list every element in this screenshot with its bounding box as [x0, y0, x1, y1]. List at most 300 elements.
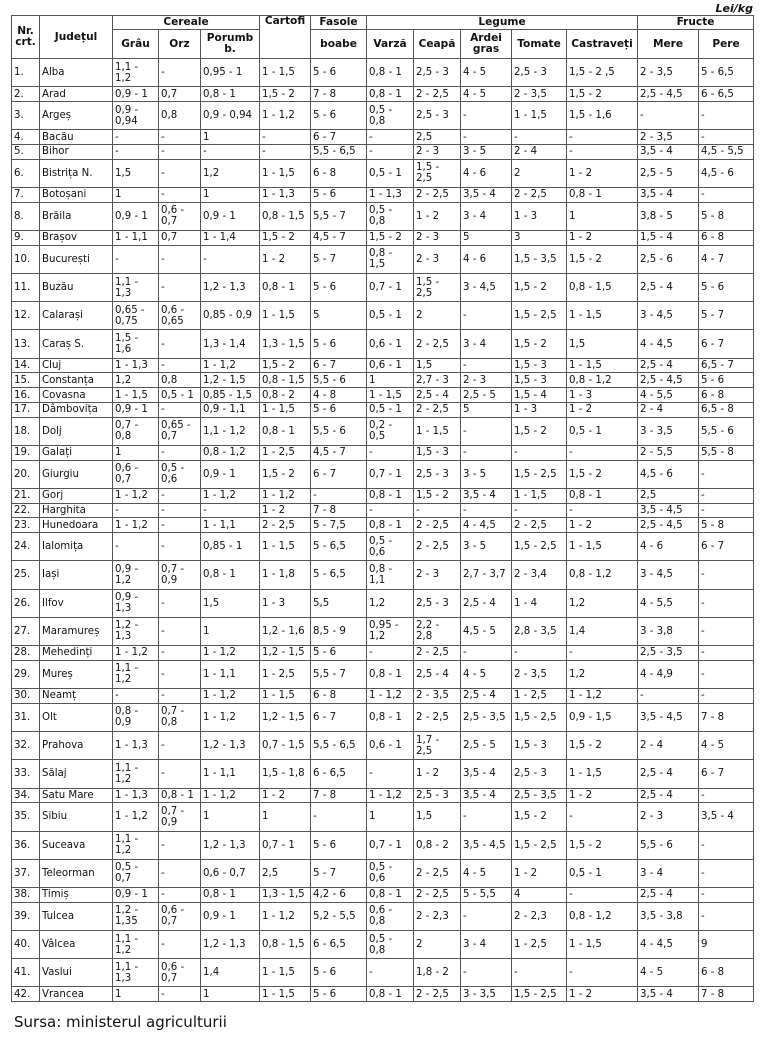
cell-porumb: -	[201, 503, 260, 518]
cell-orz: 0,7 - 0,9	[159, 561, 201, 589]
cell-orz: -	[159, 159, 201, 187]
cell-orz: 0,8	[159, 101, 201, 129]
cell-porumb: 0,9 - 1,1	[201, 402, 260, 417]
cell-mere: 4 - 4,5	[638, 330, 699, 358]
cell-tomate: 1 - 3	[512, 202, 567, 230]
cell-nr: 38.	[12, 888, 40, 903]
cell-mere: 3 - 4,5	[638, 302, 699, 330]
cell-fasole: 5,5	[311, 589, 367, 617]
cell-mere: 3 - 3,5	[638, 417, 699, 445]
cell-fasole: 6 - 7	[311, 460, 367, 488]
cell-ardei: 3,5 - 4	[461, 187, 512, 202]
cell-orz: -	[159, 245, 201, 273]
cell-pere: 7 - 8	[699, 703, 754, 731]
cell-pere: -	[699, 187, 754, 202]
cell-tomate: 2 - 2,3	[512, 902, 567, 930]
cell-ardei: 4 - 4,5	[461, 518, 512, 533]
cell-porumb: 0,8 - 1	[201, 87, 260, 102]
cell-mere: 3,5 - 4,5	[638, 703, 699, 731]
cell-fasole: 5 - 7	[311, 245, 367, 273]
cell-judet: Bihor	[40, 144, 113, 159]
cell-judet: Harghita	[40, 503, 113, 518]
cell-pere: 3,5 - 4	[699, 803, 754, 831]
cell-judet: Vâlcea	[40, 930, 113, 958]
cell-judet: Iași	[40, 561, 113, 589]
cell-tomate: 1,5 - 2	[512, 330, 567, 358]
cell-porumb: 1	[201, 617, 260, 645]
cell-fasole: 5,5 - 6,5	[311, 144, 367, 159]
cell-ardei: 3 - 4	[461, 930, 512, 958]
cell-nr: 22.	[12, 503, 40, 518]
header-porumb: Porumb b.	[201, 30, 260, 59]
cell-orz: -	[159, 831, 201, 859]
cell-nr: 30.	[12, 689, 40, 704]
cell-ceapa: 2,5 - 3	[414, 788, 461, 803]
cell-grau: 0,5 - 0,7	[113, 859, 159, 887]
header-mere: Mere	[638, 30, 699, 59]
cell-ceapa: 2 - 2,5	[414, 987, 461, 1002]
cell-nr: 10.	[12, 245, 40, 273]
cell-judet: Teleorman	[40, 859, 113, 887]
cell-fasole: 6 - 7	[311, 703, 367, 731]
cell-varza: 0,5 - 0,8	[367, 202, 414, 230]
cell-ceapa: 2 - 2,5	[414, 646, 461, 661]
cell-grau: 1,1 - 1,2	[113, 59, 159, 87]
header-varza: Varză	[367, 30, 414, 59]
cell-pere: -	[699, 617, 754, 645]
cell-ardei: 3 - 4	[461, 202, 512, 230]
cell-mere: 4 - 6	[638, 533, 699, 561]
cell-pere: -	[699, 888, 754, 903]
cell-fasole: 6 - 8	[311, 159, 367, 187]
cell-cartofi: 0,7 - 1	[260, 831, 311, 859]
header-ceapa: Ceapă	[414, 30, 461, 59]
table-row	[12, 732, 754, 760]
cell-ceapa: 2 - 3	[414, 230, 461, 245]
cell-pere: -	[699, 589, 754, 617]
cell-cartofi: 1 - 2,5	[260, 660, 311, 688]
cell-judet: Dâmbovița	[40, 402, 113, 417]
cell-ardei: 2,5 - 3,5	[461, 703, 512, 731]
cell-fasole: 8,5 - 9	[311, 617, 367, 645]
cell-ardei: 5 - 5,5	[461, 888, 512, 903]
cell-tomate: -	[512, 503, 567, 518]
unit-label: Lei/kg	[715, 2, 753, 15]
cell-orz: 0,6 - 0,7	[159, 959, 201, 987]
cell-nr: 34.	[12, 788, 40, 803]
cell-ardei: 3 - 5	[461, 144, 512, 159]
cell-orz: -	[159, 533, 201, 561]
cell-varza: 0,5 - 0,8	[367, 101, 414, 129]
cell-porumb: 0,85 - 1	[201, 533, 260, 561]
cell-ardei: 5	[461, 402, 512, 417]
cell-grau: 0,6 - 0,7	[113, 460, 159, 488]
cell-castraveti: 1,5	[567, 330, 638, 358]
cell-fasole: 5 - 6	[311, 959, 367, 987]
cell-fasole: 5 - 6,5	[311, 561, 367, 589]
cell-cartofi: 0,8 - 1	[260, 273, 311, 301]
cell-varza: 0,95 - 1,2	[367, 617, 414, 645]
cell-porumb: 0,9 - 1	[201, 902, 260, 930]
cell-castraveti: 1 - 1,2	[567, 689, 638, 704]
cell-cartofi: 1 - 1,5	[260, 689, 311, 704]
cell-ardei: 4 - 5	[461, 59, 512, 87]
header-castraveti: Castraveți	[567, 30, 638, 59]
cell-mere: 2 - 3	[638, 803, 699, 831]
cell-castraveti: 1	[567, 202, 638, 230]
cell-fasole: 6 - 7	[311, 130, 367, 145]
table-row	[12, 959, 754, 987]
table-row	[12, 760, 754, 788]
cell-ceapa: 1 - 2	[414, 760, 461, 788]
cell-mere: 2 - 5,5	[638, 445, 699, 460]
cell-tomate: 1,5 - 3	[512, 732, 567, 760]
cell-grau: 1,2 - 1,35	[113, 902, 159, 930]
cell-cartofi: 1,5 - 2	[260, 87, 311, 102]
cell-porumb: 1 - 1,2	[201, 703, 260, 731]
cell-porumb: 1 - 1,1	[201, 760, 260, 788]
cell-nr: 5.	[12, 144, 40, 159]
cell-porumb: 0,8 - 1,2	[201, 445, 260, 460]
cell-ardei: -	[461, 902, 512, 930]
cell-cartofi: 1,2 - 1,5	[260, 703, 311, 731]
cell-grau: 1,1 - 1,2	[113, 930, 159, 958]
table-row	[12, 660, 754, 688]
cell-castraveti: 1,5 - 2	[567, 87, 638, 102]
cell-grau: 1	[113, 445, 159, 460]
cell-varza: 1 - 1,5	[367, 388, 414, 403]
cell-nr: 41.	[12, 959, 40, 987]
cell-porumb: 1,3 - 1,4	[201, 330, 260, 358]
cell-nr: 27.	[12, 617, 40, 645]
cell-tomate: 3	[512, 230, 567, 245]
cell-mere: 2,5 - 4	[638, 358, 699, 373]
cell-cartofi: 1 - 1,2	[260, 101, 311, 129]
cell-pere: 6 - 7	[699, 330, 754, 358]
header-nr: Nr. crt.	[12, 16, 40, 59]
cell-judet: București	[40, 245, 113, 273]
cell-cartofi: 1,2 - 1,5	[260, 646, 311, 661]
table-row	[12, 230, 754, 245]
cell-grau: 1 - 1,2	[113, 518, 159, 533]
cell-grau: 0,9 - 1	[113, 888, 159, 903]
cell-grau: 1,1 - 1,2	[113, 660, 159, 688]
cell-fasole: 5 - 6	[311, 987, 367, 1002]
cell-fasole: 4,5 - 7	[311, 230, 367, 245]
cell-ardei: 5	[461, 230, 512, 245]
cell-ardei: -	[461, 503, 512, 518]
cell-pere: 5 - 6	[699, 373, 754, 388]
cell-pere: 5,5 - 8	[699, 445, 754, 460]
cell-tomate: 1,5 - 2,5	[512, 831, 567, 859]
cell-pere: 9	[699, 930, 754, 958]
cell-porumb: 0,9 - 1	[201, 460, 260, 488]
cell-fasole: 5,5 - 7	[311, 202, 367, 230]
cell-orz: -	[159, 617, 201, 645]
cell-nr: 35.	[12, 803, 40, 831]
cell-ardei: 3,5 - 4	[461, 788, 512, 803]
cell-tomate: -	[512, 445, 567, 460]
cell-ceapa: 1,5	[414, 803, 461, 831]
cell-tomate: 2 - 2,5	[512, 187, 567, 202]
cell-cartofi: 2 - 2,5	[260, 518, 311, 533]
cell-tomate: 1 - 1,5	[512, 488, 567, 503]
cell-varza: 0,5 - 0,6	[367, 859, 414, 887]
table-row	[12, 788, 754, 803]
cell-judet: Giurgiu	[40, 460, 113, 488]
cell-porumb: 0,85 - 1,5	[201, 388, 260, 403]
cell-cartofi: 0,8 - 1,5	[260, 202, 311, 230]
cell-castraveti: 1 - 1,5	[567, 302, 638, 330]
cell-judet: Galați	[40, 445, 113, 460]
cell-orz: 0,6 - 0,7	[159, 202, 201, 230]
cell-castraveti: -	[567, 144, 638, 159]
cell-porumb: 0,9 - 1	[201, 202, 260, 230]
header-judetul: Județul	[40, 16, 113, 59]
cell-porumb: 1,2 - 1,5	[201, 373, 260, 388]
header-legume: Legume	[367, 16, 638, 30]
cell-tomate: 1,5 - 2,5	[512, 987, 567, 1002]
cell-mere: 2,5 - 4,5	[638, 518, 699, 533]
table-row	[12, 703, 754, 731]
cell-cartofi: 1 - 1,5	[260, 959, 311, 987]
cell-ceapa: 2,5 - 4	[414, 660, 461, 688]
table-row	[12, 859, 754, 887]
cell-porumb: 1,2 - 1,3	[201, 930, 260, 958]
cell-porumb: 1 - 1,2	[201, 788, 260, 803]
cell-porumb: 1 - 1,2	[201, 646, 260, 661]
cell-judet: Brăila	[40, 202, 113, 230]
cell-nr: 37.	[12, 859, 40, 887]
cell-fasole: 4,5 - 7	[311, 445, 367, 460]
cell-tomate: 2,5 - 3	[512, 59, 567, 87]
cell-ardei: -	[461, 646, 512, 661]
cell-ardei: -	[461, 302, 512, 330]
cell-judet: Olt	[40, 703, 113, 731]
cell-fasole: 5,2 - 5,5	[311, 902, 367, 930]
cell-pere: -	[699, 130, 754, 145]
cell-ardei: 3,5 - 4	[461, 488, 512, 503]
cell-ardei: 3 - 4	[461, 330, 512, 358]
cell-tomate: 1,5 - 2,5	[512, 302, 567, 330]
cell-judet: Mehedinți	[40, 646, 113, 661]
cell-porumb: 1 - 1,1	[201, 660, 260, 688]
cell-nr: 23.	[12, 518, 40, 533]
cell-mere: 2,5 - 4	[638, 788, 699, 803]
cell-castraveti: -	[567, 445, 638, 460]
cell-tomate: 1,5 - 2,5	[512, 533, 567, 561]
cell-tomate: 1,5 - 3	[512, 358, 567, 373]
cell-varza: 0,8 - 1,1	[367, 561, 414, 589]
cell-grau: 1	[113, 187, 159, 202]
cell-fasole: -	[311, 488, 367, 503]
cell-ardei: 3 - 4,5	[461, 273, 512, 301]
cell-nr: 40.	[12, 930, 40, 958]
cell-pere: 5,5 - 6	[699, 417, 754, 445]
cell-tomate: 2 - 3,5	[512, 660, 567, 688]
table-row	[12, 144, 754, 159]
cell-orz: -	[159, 660, 201, 688]
cell-orz: -	[159, 760, 201, 788]
table-row	[12, 87, 754, 102]
cell-grau: 0,9 - 1	[113, 87, 159, 102]
cell-cartofi: 0,8 - 1,5	[260, 930, 311, 958]
table-row	[12, 130, 754, 145]
cell-mere: -	[638, 101, 699, 129]
cell-castraveti: 1 - 2	[567, 518, 638, 533]
cell-castraveti: 0,8 - 1,2	[567, 561, 638, 589]
cell-castraveti: 0,8 - 1	[567, 488, 638, 503]
cell-judet: Dolj	[40, 417, 113, 445]
cell-orz: -	[159, 930, 201, 958]
cell-pere: 6 - 8	[699, 959, 754, 987]
cell-pere: 6 - 8	[699, 230, 754, 245]
table-row	[12, 460, 754, 488]
cell-varza: 1,2	[367, 589, 414, 617]
cell-ardei: -	[461, 445, 512, 460]
cell-judet: Calarași	[40, 302, 113, 330]
cell-orz: -	[159, 187, 201, 202]
cell-castraveti: 1 - 2	[567, 788, 638, 803]
cell-judet: Satu Mare	[40, 788, 113, 803]
cell-orz: 0,7 - 0,9	[159, 803, 201, 831]
cell-porumb: 1	[201, 803, 260, 831]
cell-ardei: 3 - 5	[461, 460, 512, 488]
cell-pere: 4,5 - 5,5	[699, 144, 754, 159]
cell-fasole: 5,5 - 6	[311, 417, 367, 445]
cell-nr: 12.	[12, 302, 40, 330]
table-row	[12, 417, 754, 445]
cell-porumb: 1,2 - 1,3	[201, 831, 260, 859]
cell-mere: 2 - 4	[638, 732, 699, 760]
cell-varza: 0,8 - 1	[367, 987, 414, 1002]
cell-grau: 1 - 1,2	[113, 488, 159, 503]
cell-tomate: 1,5 - 3,5	[512, 245, 567, 273]
cell-varza: 0,5 - 0,8	[367, 930, 414, 958]
cell-judet: Alba	[40, 59, 113, 87]
cell-orz: -	[159, 689, 201, 704]
cell-fasole: 4,2 - 6	[311, 888, 367, 903]
table-row	[12, 273, 754, 301]
cell-varza: -	[367, 130, 414, 145]
cell-castraveti: 1 - 1,5	[567, 930, 638, 958]
cell-ceapa: 2 - 2,5	[414, 533, 461, 561]
cell-cartofi: 1 - 1,5	[260, 987, 311, 1002]
table-row	[12, 202, 754, 230]
cell-orz: -	[159, 518, 201, 533]
cell-judet: Suceava	[40, 831, 113, 859]
cell-cartofi: 1,3 - 1,5	[260, 888, 311, 903]
cell-ceapa: 2 - 2,5	[414, 518, 461, 533]
cell-castraveti: 1 - 2	[567, 159, 638, 187]
cell-fasole: 7 - 8	[311, 87, 367, 102]
cell-mere: 4 - 4,9	[638, 660, 699, 688]
cell-orz: 0,8	[159, 373, 201, 388]
header-cereale: Cereale	[113, 16, 260, 30]
cell-varza: 0,8 - 1	[367, 518, 414, 533]
cell-cartofi: 1 - 2,5	[260, 445, 311, 460]
cell-fasole: 6 - 6,5	[311, 930, 367, 958]
cell-ardei: 2 - 3	[461, 373, 512, 388]
cell-ceapa: 2 - 3	[414, 561, 461, 589]
cell-varza: -	[367, 646, 414, 661]
cell-cartofi: 1,5 - 2	[260, 358, 311, 373]
cell-grau: 1 - 1,5	[113, 388, 159, 403]
cell-orz: -	[159, 503, 201, 518]
table-row	[12, 503, 754, 518]
cell-fasole: 5	[311, 302, 367, 330]
cell-grau: 0,9 - 1	[113, 402, 159, 417]
cell-castraveti: 1 - 3	[567, 388, 638, 403]
header-orz: Orz	[159, 30, 201, 59]
table-row	[12, 330, 754, 358]
cell-grau: 1	[113, 987, 159, 1002]
cell-castraveti: 1 - 2	[567, 987, 638, 1002]
cell-mere: 4 - 5,5	[638, 388, 699, 403]
cell-fasole: 5 - 7,5	[311, 518, 367, 533]
cell-ceapa: 1,5 - 2,5	[414, 159, 461, 187]
cell-cartofi: -	[260, 144, 311, 159]
cell-ceapa: 2 - 2,3	[414, 902, 461, 930]
cell-fasole: 5 - 6	[311, 831, 367, 859]
cell-varza: 0,8 - 1	[367, 660, 414, 688]
cell-fasole: 5 - 6	[311, 187, 367, 202]
cell-orz: -	[159, 445, 201, 460]
cell-varza: -	[367, 144, 414, 159]
cell-fasole: 5 - 6	[311, 402, 367, 417]
table-row	[12, 187, 754, 202]
cell-varza: 1	[367, 803, 414, 831]
cell-tomate: 1 - 2,5	[512, 930, 567, 958]
cell-pere: 5 - 8	[699, 518, 754, 533]
cell-pere: -	[699, 561, 754, 589]
cell-porumb: 1 - 1,4	[201, 230, 260, 245]
cell-orz: 0,7 - 0,8	[159, 703, 201, 731]
cell-fasole: 6 - 8	[311, 689, 367, 704]
cell-porumb: 1	[201, 987, 260, 1002]
cell-pere: 4 - 5	[699, 732, 754, 760]
cell-nr: 26.	[12, 589, 40, 617]
cell-pere: 6 - 7	[699, 760, 754, 788]
cell-tomate: 1 - 3	[512, 402, 567, 417]
cell-judet: Hunedoara	[40, 518, 113, 533]
cell-orz: -	[159, 330, 201, 358]
cell-ceapa: 1 - 2	[414, 202, 461, 230]
cell-mere: 3 - 4,5	[638, 561, 699, 589]
cell-tomate: 2,5 - 3,5	[512, 788, 567, 803]
cell-ardei: 4 - 5	[461, 859, 512, 887]
table-body	[12, 59, 754, 1002]
cell-cartofi: 1 - 3	[260, 589, 311, 617]
cell-castraveti: 0,5 - 1	[567, 417, 638, 445]
cell-fasole: 5 - 6	[311, 59, 367, 87]
cell-orz: -	[159, 130, 201, 145]
header-row-groups	[12, 16, 754, 30]
cell-mere: 3 - 4	[638, 859, 699, 887]
cell-grau: 1 - 1,3	[113, 358, 159, 373]
cell-porumb: -	[201, 245, 260, 273]
cell-varza: -	[367, 445, 414, 460]
cell-judet: Botoșani	[40, 187, 113, 202]
cell-porumb: 1	[201, 130, 260, 145]
cell-porumb: 1,2 - 1,3	[201, 273, 260, 301]
cell-pere: -	[699, 859, 754, 887]
cell-ceapa: 1,5 - 3	[414, 445, 461, 460]
cell-castraveti: 0,8 - 1,2	[567, 902, 638, 930]
header-fasole: Fasole	[311, 16, 367, 30]
cell-pere: 6,5 - 7	[699, 358, 754, 373]
cell-orz: -	[159, 987, 201, 1002]
